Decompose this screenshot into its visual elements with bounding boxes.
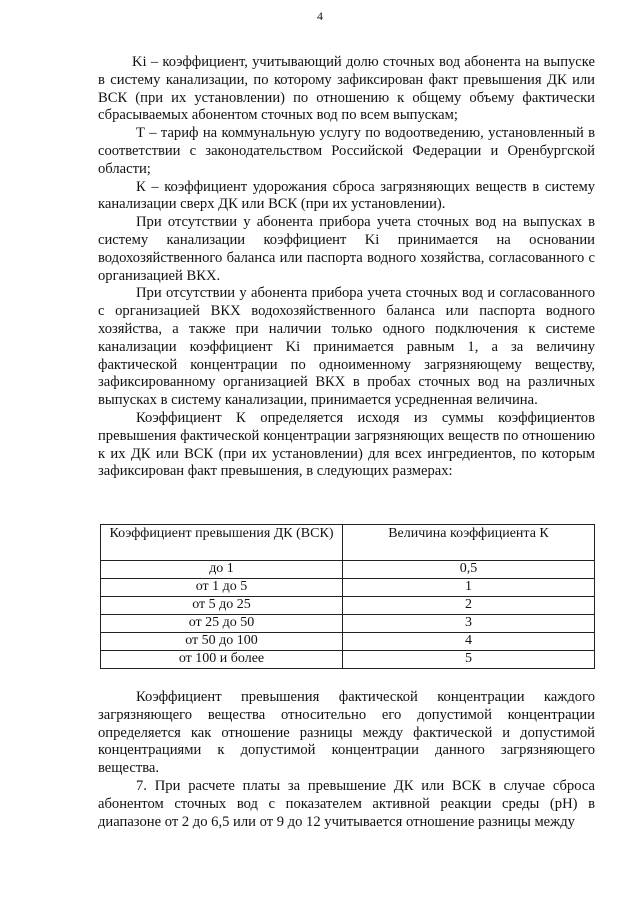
table-header-k-value: Величина коэффициента К bbox=[343, 525, 595, 561]
paragraph-no-meter: При отсутствии у абонента прибора учета сточных вод на выпусках в систему канализации коэффициент Ki принимается на основании водохозяйственного баланса или паспорта водного хозяйства, согласованного с организацией ВКХ. bbox=[98, 214, 595, 284]
table-cell-k: 4 bbox=[343, 633, 595, 651]
table-cell-range: от 25 до 50 bbox=[101, 615, 343, 633]
table-cell-range: от 5 до 25 bbox=[101, 597, 343, 615]
page-number: 4 bbox=[317, 9, 323, 23]
paragraph-ki-definition: Ki – коэффициент, учитывающий долю сточных вод абонента на выпуске в систему канализации, по которому зафиксирован факт превышения ДК или ВСК (при их установлении) по отношению к общему объему фактически сбрасываемых абонентом сточных вод по всем выпускам; bbox=[98, 54, 595, 124]
paragraph-k-definition: К – коэффициент удорожания сброса загрязняющих веществ в систему канализации сверх ДК или ВСК (при их установлении). bbox=[98, 178, 595, 213]
table-cell-k: 5 bbox=[343, 651, 595, 669]
coefficient-table bbox=[100, 524, 595, 669]
table-row bbox=[101, 633, 595, 651]
table-row bbox=[101, 615, 595, 633]
table-header-row bbox=[101, 525, 595, 561]
table-header-excess: Коэффициент превышения ДК (ВСК) bbox=[101, 525, 343, 561]
table-row bbox=[101, 579, 595, 597]
table-cell-k: 0,5 bbox=[343, 561, 595, 579]
paragraph-item-7: 7. При расчете платы за превышение ДК или ВСК в случае сброса абонентом сточных вод с показателем активной реакции среды (pH) в диапазоне от 2 до 6,5 или от 9 до 12 учитывается отношение разницы между bbox=[98, 777, 595, 830]
table-cell-range: от 1 до 5 bbox=[101, 579, 343, 597]
paragraph-t-definition: Т – тариф на коммунальную услугу по водоотведению, установленный в соответствии с законодательством Российской Федерации и Оренбургской области; bbox=[98, 125, 595, 177]
table-cell-range: до 1 bbox=[101, 561, 343, 579]
table-row bbox=[101, 651, 595, 669]
table-row bbox=[101, 597, 595, 615]
table-cell-range: от 50 до 100 bbox=[101, 633, 343, 651]
table-cell-k: 2 bbox=[343, 597, 595, 615]
table-row bbox=[101, 561, 595, 579]
text-block-bottom bbox=[98, 689, 595, 831]
table-cell-k: 3 bbox=[343, 615, 595, 633]
paragraph-excess-coefficient: Коэффициент превышения фактической концентрации каждого загрязняющего вещества относительно его допустимой концентрации определяется как отношение разницы между фактической и допустимой концентрациями к допустимой концентрации данного загрязняющего вещества. bbox=[98, 689, 595, 777]
paragraph-k-determination: Коэффициент К определяется исходя из суммы коэффициентов превышения фактической концентрации загрязняющих веществ по отношению к их ДК или ВСК (при их установлении) для всех ингредиентов, по которым зафиксирован факт превышения, в следующих размерах: bbox=[98, 409, 595, 480]
text-block-top bbox=[98, 54, 595, 481]
table-cell-k: 1 bbox=[343, 579, 595, 597]
table-cell-range: от 100 и более bbox=[101, 651, 343, 669]
paragraph-no-meter-no-balance: При отсутствии у абонента прибора учета сточных вод и согласованного с организацией ВКХ водохозяйственного баланса или паспорта водного хозяйства, а также при наличии только одного подключения к системе канализации коэффициент Ki принимается равным 1, а за величину фактической концентрации по одноименному загрязняющему веществу, зафиксированному организацией ВКХ в пробах сточных вод на различных выпусках в систему канализации, принимается усредненная величина. bbox=[98, 285, 595, 409]
